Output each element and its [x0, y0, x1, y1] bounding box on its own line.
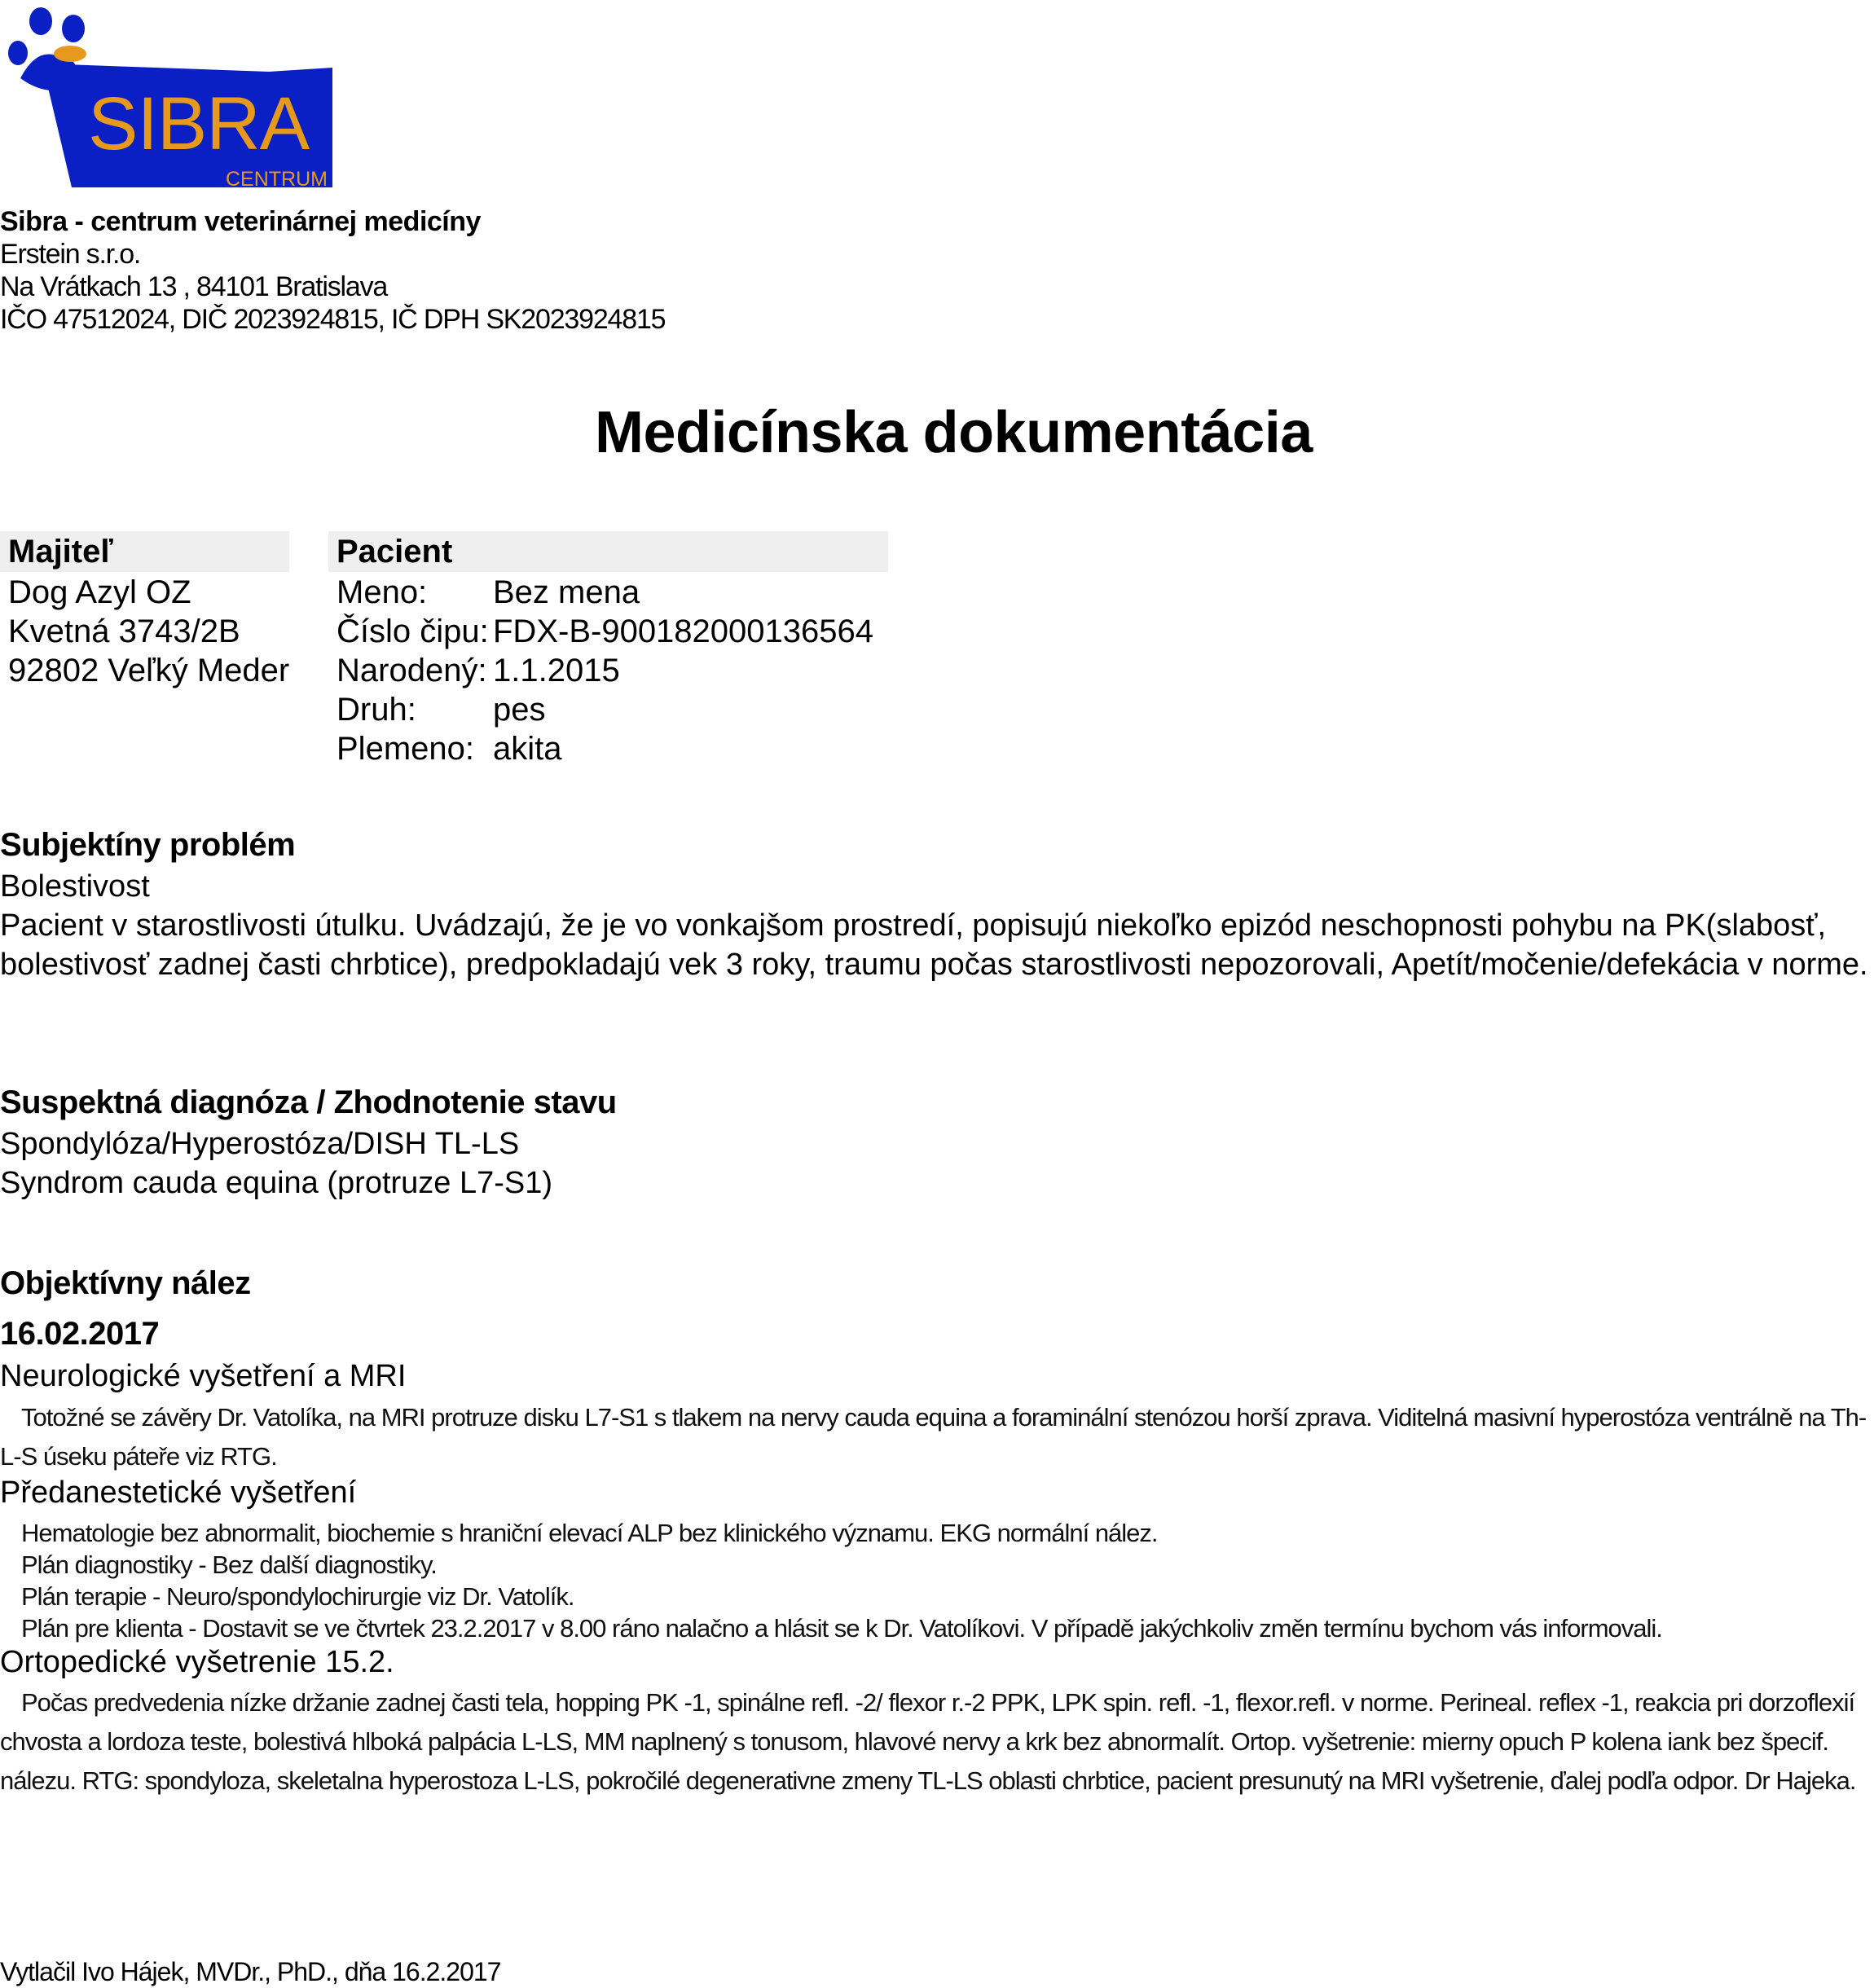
logo-orange-blob — [54, 46, 86, 62]
owner-heading: Majiteľ — [0, 531, 289, 572]
patient-label: Plemeno: — [337, 731, 474, 767]
owner-line: Kvetná 3743/2B — [8, 614, 240, 649]
owner-line: 92802 Veľký Meder — [8, 653, 290, 688]
owner-details — [8, 573, 289, 690]
patient-details — [337, 573, 873, 768]
neuro-title: Neurologické vyšetření a MRI — [0, 1359, 407, 1393]
neuro-text: Totožné se závěry Dr. Vatolíka, na MRI protruze disku L7-S1 s tlakem na nervy cauda equina a foraminální stenózou horší zprava. Viditelná masivní hyperostóza ventrálně na Th-L-S úseku páteře viz RTG. — [0, 1403, 1867, 1471]
objective-heading: Objektívny nález — [0, 1265, 251, 1301]
owner-line: Dog Azyl OZ — [8, 574, 191, 610]
document-title: Medicínska dokumentácia — [595, 400, 1313, 465]
patient-value: pes — [493, 692, 546, 728]
patient-row — [337, 612, 873, 651]
ortho-title: Ortopedické vyšetrenie 15.2. — [0, 1645, 394, 1679]
patient-label: Meno: — [337, 574, 428, 610]
patient-row — [337, 690, 873, 729]
diagnosis-line: Syndrom cauda equina (protruze L7-S1) — [0, 1166, 553, 1200]
clinic-ids: IČO 47512024, DIČ 2023924815, IČ DPH SK2023924815 — [0, 304, 666, 335]
subjective-heading: Subjektíny problém — [0, 827, 296, 863]
footer-printed-by: Vytlačil Ivo Hájek, MVDr., PhD., dňa 16.2.2017 — [0, 1957, 501, 1986]
patient-label: Druh: — [337, 692, 416, 728]
patient-value: 1.1.2015 — [493, 653, 620, 688]
subjective-line: Bolestivost — [0, 869, 150, 904]
clinic-address: Na Vrátkach 13 , 84101 Bratislava — [0, 271, 388, 302]
diagnosis-heading: Suspektná diagnóza / Zhodnotenie stavu — [0, 1084, 617, 1120]
preanest-line: Plán pre klienta - Dostavit se ve čtvrtek 23.2.2017 v 8.00 ráno nalačno a hlásit se k Dr. Vatolíkovi. V případě jakýchkoliv změn termínu bychom vás informovali. — [21, 1614, 1662, 1643]
preanest-title: Předanestetické vyšetření — [0, 1476, 357, 1510]
patient-value: Bez mena — [493, 574, 640, 610]
patient-heading: Pacient — [328, 531, 888, 572]
ortho-text: Počas predvedenia nízke držanie zadnej časti tela, hopping PK -1, spinálne refl. -2/ flexor r.-2 PPK, LPK spin. refl. -1, flexor.refl. v norme. Perineal. reflex -1, reakcia pri dorzoflexií chvosta a lordoza teste, bolestivá hlboká palpácia L-LS, MM naplnený s tonusom, hlavové nervy a krk bez abnormalít. Ortop. vyšetrenie: mierny opuch P kolena iank bez špecif. nálezu. RTG: spondyloza, skeletalna hyperostoza L-LS, pokročilé degenerativne zmeny TL-LS oblasti chrbtice, pacient presunutý na MRI vyšetrenie, ďalej podľa odpor. Dr Hajeka. — [0, 1688, 1856, 1795]
diagnosis-section — [0, 1124, 1874, 1203]
diagnosis-line: Spondylóza/Hyperostóza/DISH TL-LS — [0, 1127, 520, 1161]
patient-value: FDX-B-900182000136564 — [493, 614, 874, 649]
preanest-line: Plán diagnostiky - Bez další diagnostiky. — [21, 1550, 437, 1579]
clinic-info — [0, 205, 665, 336]
patient-value: akita — [493, 731, 562, 767]
logo-text: SIBRA — [88, 82, 310, 165]
logo-subtext: CENTRUM — [226, 168, 328, 191]
preanest-lines — [21, 1517, 1662, 1644]
subjective-text: Pacient v starostlivosti útulku. Uvádzajú, že je vo vonkajšom prostredí, popisujú niekoľko epizód neschopnosti pohybu na PK(slabosť, bolestivosť zadnej časti chrbtice), predpokladajú vek 3 roky, traumu počas starostlivosti nepozorovali, Apetít/močenie/defekácia v norme. — [0, 908, 1868, 982]
sibra-logo — [0, 7, 342, 194]
clinic-company: Erstein s.r.o. — [0, 239, 141, 270]
patient-row — [337, 651, 873, 690]
patient-label: Narodený: — [337, 653, 487, 688]
patient-row — [337, 729, 873, 768]
patient-row — [337, 573, 873, 612]
preanest-line: Plán terapie - Neuro/spondylochirurgie viz Dr. Vatolík. — [21, 1582, 574, 1611]
objective-date: 16.02.2017 — [0, 1316, 160, 1352]
patient-label: Číslo čipu: — [337, 614, 489, 649]
preanest-line: Hematologie bez abnormalit, biochemie s hraniční elevací ALP bez klinického významu. EKG normální nález. — [21, 1519, 1158, 1547]
subjective-section — [0, 867, 1874, 984]
clinic-name: Sibra - centrum veterinárnej medicíny — [0, 206, 481, 237]
